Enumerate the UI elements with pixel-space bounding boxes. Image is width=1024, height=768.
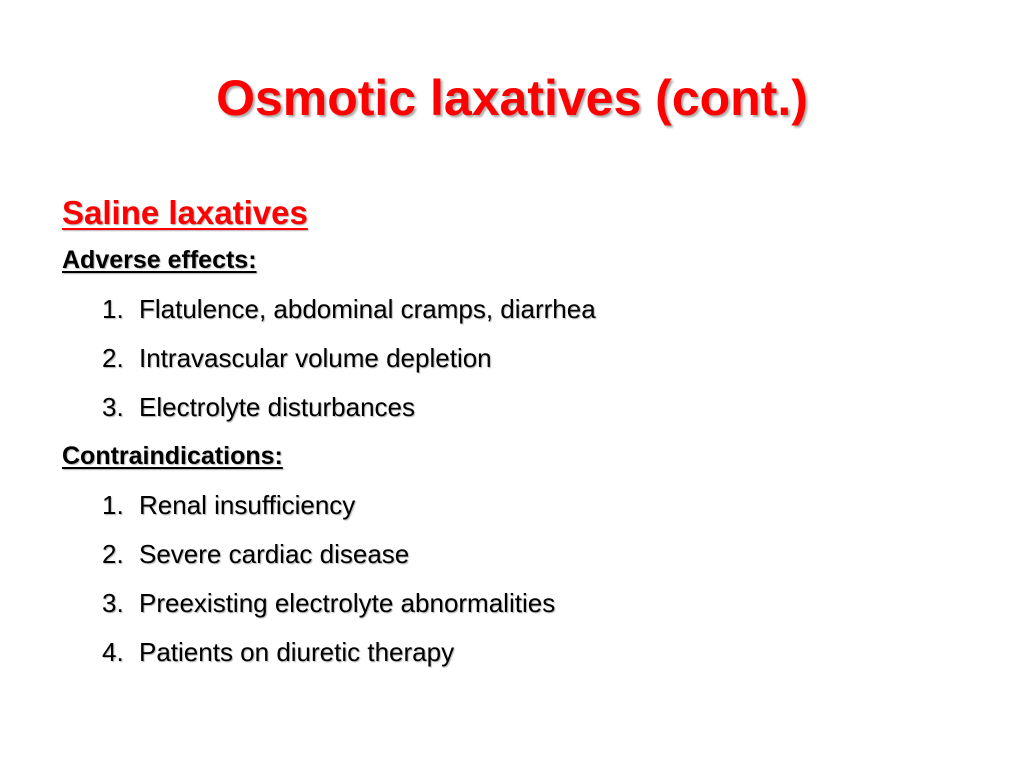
adverse-effects-heading: Adverse effects: bbox=[62, 246, 257, 274]
list-item-number: 1. bbox=[102, 294, 124, 324]
list-item-number: 3. bbox=[102, 588, 124, 618]
adverse-effects-list bbox=[62, 285, 962, 432]
list-item bbox=[62, 481, 962, 530]
section-heading: Saline laxatives bbox=[62, 194, 308, 231]
list-item-number: 1. bbox=[102, 490, 124, 520]
list-item bbox=[62, 530, 962, 579]
list-item bbox=[62, 383, 962, 432]
list-item-number: 2. bbox=[102, 343, 124, 373]
list-item-number: 2. bbox=[102, 539, 124, 569]
list-item-text: Electrolyte disturbances bbox=[139, 392, 416, 422]
slide-title: Osmotic laxatives (cont.) bbox=[216, 70, 808, 126]
list-item-text: Preexisting electrolyte abnormalities bbox=[139, 588, 556, 618]
list-item bbox=[62, 579, 962, 628]
list-item-text: Patients on diuretic therapy bbox=[139, 637, 455, 667]
slide-content bbox=[62, 190, 962, 677]
list-item bbox=[62, 628, 962, 677]
list-item-text: Flatulence, abdominal cramps, diarrhea bbox=[139, 294, 596, 324]
list-item bbox=[62, 285, 962, 334]
list-item-text: Intravascular volume depletion bbox=[139, 343, 492, 373]
list-item-text: Renal insufficiency bbox=[139, 490, 356, 520]
list-item-text: Severe cardiac disease bbox=[139, 539, 410, 569]
contraindications-list bbox=[62, 481, 962, 677]
list-item-number: 4. bbox=[102, 637, 124, 667]
list-item bbox=[62, 334, 962, 383]
contraindications-heading: Contraindications: bbox=[62, 442, 283, 470]
list-item-number: 3. bbox=[102, 392, 124, 422]
